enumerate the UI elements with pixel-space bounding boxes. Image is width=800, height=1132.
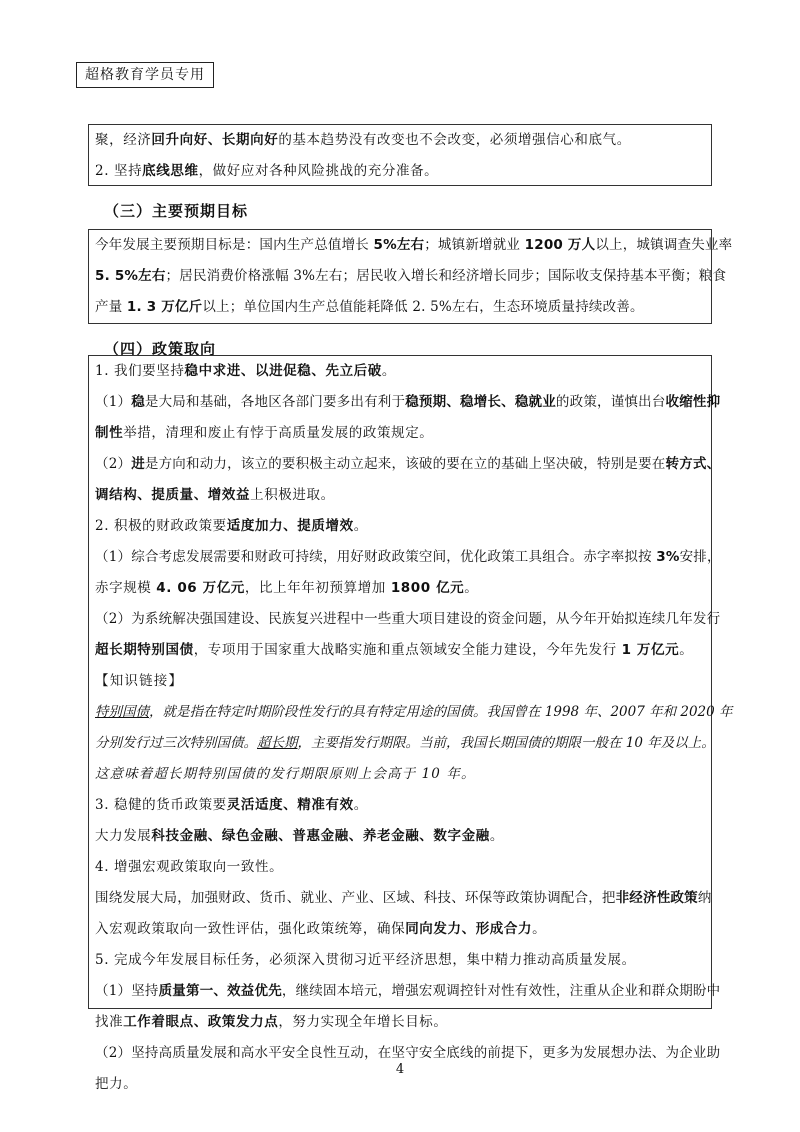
text-line: 入宏观政策取向一致性评估，强化政策统筹，确保同向发力、形成合力。 (95, 921, 547, 937)
text-line: 超长期特别国债，专项用于国家重大战略实施和重点领域安全能力建设，今年先发行 1 万亿元。 (95, 642, 694, 658)
text-line: 产量 1. 3 万亿斤以上；单位国内生产总值能耗降低 2. 5%左右，生态环境质量持续改善。 (95, 299, 644, 315)
text-line: 4. 增强宏观政策取向一致性。 (95, 859, 284, 875)
policy-box (88, 355, 733, 1092)
text-line: 2. 积极的财政政策要适度加力、提质增效。 (95, 518, 368, 534)
text-line: （2）为系统解决强国建设、民族复兴进程中一些重大项目建设的资金问题，从今年开始拟连续几年发行 (95, 611, 721, 627)
text-line: 聚，经济回升向好、长期向好的基本趋势没有改变也不会改变，必须增强信心和底气。 (95, 132, 631, 148)
text-line: 把力。 (95, 1076, 138, 1092)
text-line: 特别国债，就是指在特定时期阶段性发行的具有特定用途的国债。我国曾在 1998 年、2007 年和 2020 年 (95, 704, 733, 720)
text-line: 1. 我们要坚持稳中求进、以进促稳、先立后破。 (95, 363, 396, 379)
page-number: 4 (395, 1062, 405, 1077)
text-line: 找准工作着眼点、政策发力点，努力实现全年增长目标。 (95, 1014, 448, 1030)
text-line: 5. 完成今年发展目标任务，必须深入贯彻习近平经济思想，集中精力推动高质量发展。 (95, 952, 636, 968)
text-line: 围绕发展大局，加强财政、货币、就业、产业、区域、科技、环保等政策协调配合，把非经济性政策纳 (95, 890, 712, 906)
text-line: 制性举措，清理和废止有悖于高质量发展的政策规定。 (95, 425, 434, 441)
section-heading-3: （三）主要预期目标 (104, 202, 249, 220)
text-line: 赤字规模 4. 06 万亿元，比上年年初预算增加 1800 亿元。 (95, 580, 479, 596)
text-line: 分别发行过三次特别国债。超长期，主要指发行期限。当前，我国长期国债的期限一般在 10 年及以上。 (95, 735, 715, 751)
text-line: 调结构、提质量、增效益上积极进取。 (95, 487, 335, 503)
text-line: 今年发展主要预期目标是：国内生产总值增长 5%左右；城镇新增就业 1200 万人以上，城镇调查失业率 (95, 237, 733, 253)
text-line: 2. 坚持底线思维，做好应对各种风险挑战的充分准备。 (95, 163, 439, 179)
section-heading-4: （四）政策取向 (104, 340, 217, 358)
text-line: （1）坚持质量第一、效益优先，继续固本培元，增强宏观调控针对性有效性，注重从企业和群众期盼中 (95, 983, 721, 999)
text-line: 5. 5%左右；居民消费价格涨幅 3%左右；居民收入增长和经济增长同步；国际收支保持基本平衡；粮食 (95, 268, 727, 284)
text-line: （2）坚持高质量发展和高水平安全良性互动，在坚守安全底线的前提下，更多为发展想办法、为企业助 (95, 1045, 721, 1061)
text-line: （1）稳是大局和基础，各地区各部门要多出有利于稳预期、稳增长、稳就业的政策，谨慎出台收缩性抑 (95, 394, 721, 410)
targets-box (88, 229, 733, 324)
continuation-box (88, 124, 712, 186)
text-line: （1）综合考虑发展需要和财政可持续，用好财政政策空间，优化政策工具组合。赤字率拟按 3%安排， (95, 549, 721, 565)
text-line: 3. 稳健的货币政策要灵活适度、精准有效。 (95, 797, 368, 813)
stamp-label: 超格教育学员专用 (76, 62, 214, 88)
text-line: 大力发展科技金融、绿色金融、普惠金融、养老金融、数字金融。 (95, 828, 504, 844)
knowledge-link-title: 【知识链接】 (95, 673, 184, 689)
text-line: （2）进是方向和动力，该立的要积极主动立起来，该破的要在立的基础上坚决破，特别是要在转方式、 (95, 456, 721, 472)
text-line: 这意味着超长期特别国债的发行期限原则上会高于 10 年。 (95, 766, 476, 782)
